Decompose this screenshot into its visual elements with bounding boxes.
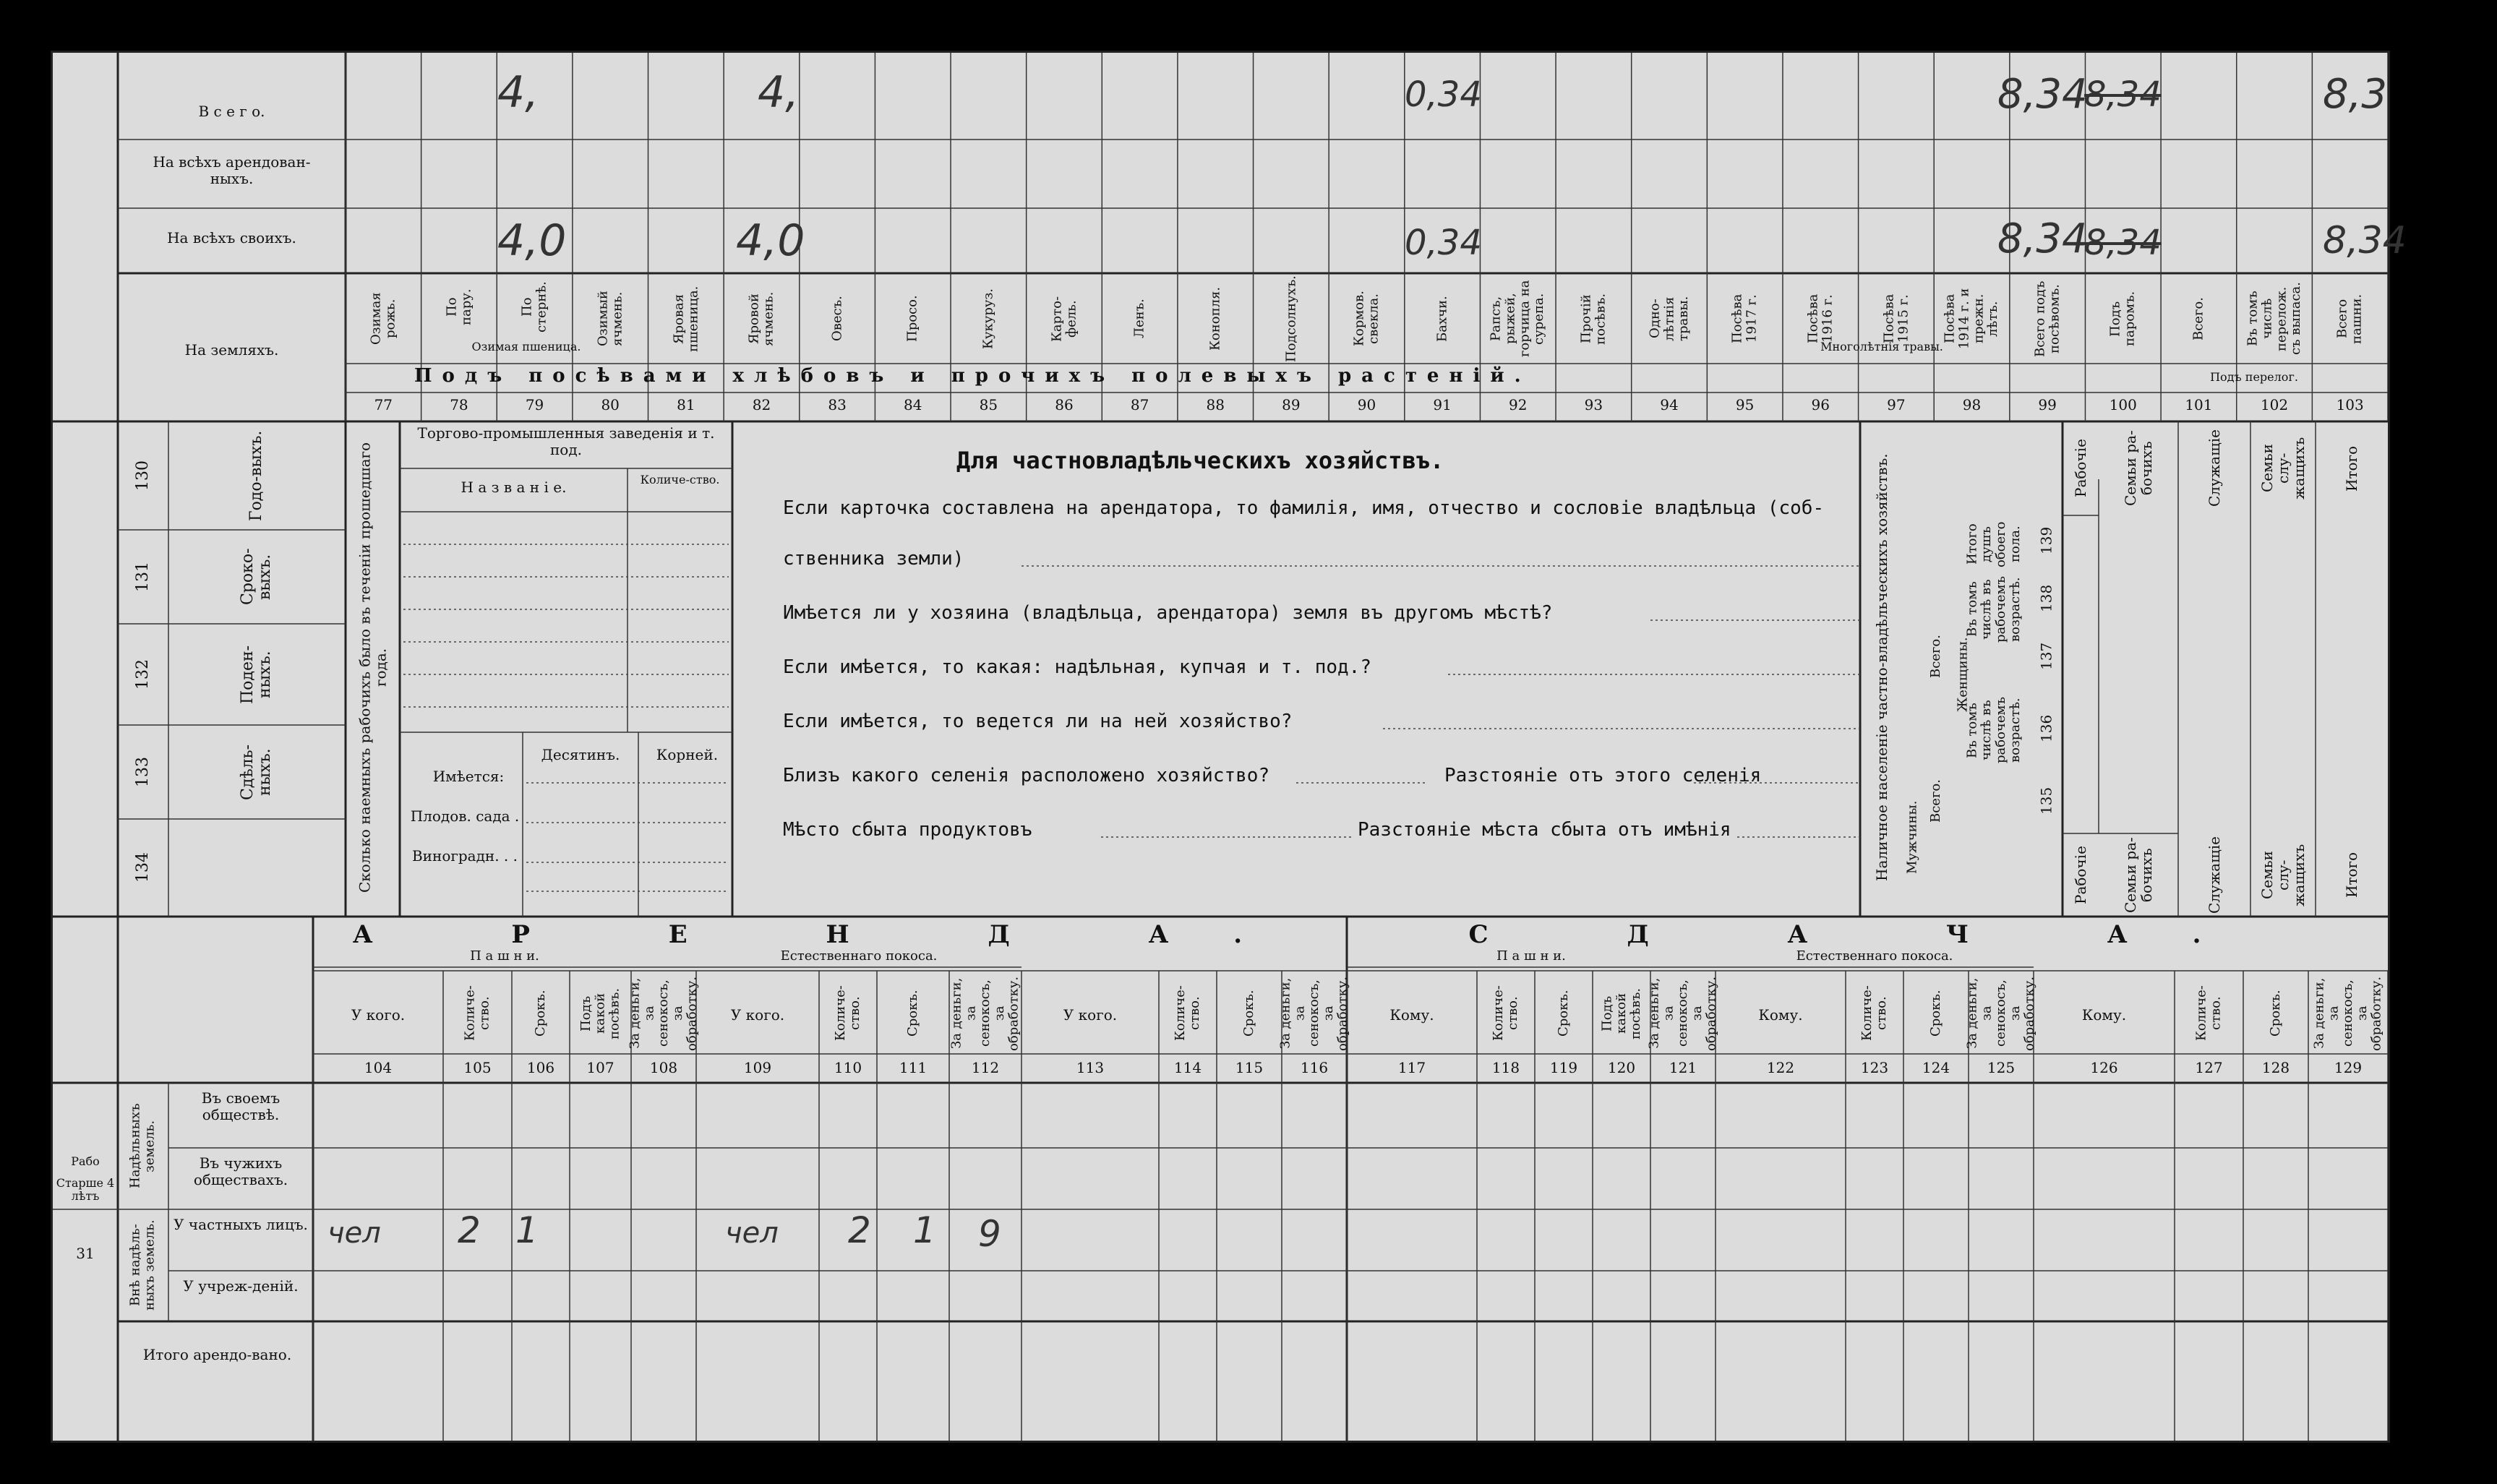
lease-col-number-126: 126 bbox=[2090, 1059, 2118, 1076]
worker-row-number-132: 132 bbox=[133, 659, 152, 690]
lease-header-104: У кого. bbox=[351, 1006, 406, 1024]
hand-total-barley: 4, bbox=[758, 67, 800, 118]
lease-col-number-127: 127 bbox=[2195, 1059, 2223, 1076]
lease-col-number-118: 118 bbox=[1491, 1059, 1520, 1076]
crop-col-number-78: 78 bbox=[450, 396, 468, 413]
lease-header-127: Количе-ство. bbox=[2193, 985, 2224, 1042]
lease-header-122: Кому. bbox=[1758, 1006, 1803, 1024]
lease-header-109: У кого. bbox=[730, 1006, 785, 1024]
row-label-rented: На всѣхъ арендован- ныхъ. bbox=[153, 153, 311, 187]
hand-own-sown: 8,34 bbox=[1997, 215, 2088, 262]
lease-header-107: Подъ какой посѣвъ. bbox=[578, 987, 622, 1039]
sdacha-pashni-label: П а ш н и. bbox=[1496, 948, 1566, 964]
lease-header-123: Количе-ство. bbox=[1859, 985, 1889, 1042]
right-col-bottom-0: Рабочіе bbox=[2072, 846, 2089, 904]
crop-header-79: По стернѣ. bbox=[519, 281, 549, 333]
hand-hay-qty: 2 bbox=[848, 1209, 871, 1251]
arenda-title: А Р Е Н Д А. bbox=[352, 920, 1308, 949]
crop-header-96: Посѣва 1916 г. bbox=[1805, 293, 1836, 344]
question-6a: Мѣсто сбыта продуктовъ bbox=[783, 819, 1032, 841]
lease-header-125: За деньги, за сенокосъ, за обработку. bbox=[1964, 976, 2037, 1051]
row-total-rented: Итого арендо-вано. bbox=[142, 1346, 292, 1363]
lease-header-124: Срокъ. bbox=[1928, 990, 1944, 1037]
lease-header-111: Срокъ. bbox=[905, 990, 921, 1037]
form-title: Для частновладѣльческихъ хозяйствъ. bbox=[956, 447, 1444, 474]
crop-col-number-85: 85 bbox=[979, 396, 998, 413]
wheat-group-label: Озимая пшеница. bbox=[471, 340, 581, 353]
crop-col-number-93: 93 bbox=[1584, 396, 1603, 413]
right-col-bottom-1: Семьи ра-бочихъ bbox=[2122, 837, 2155, 913]
crop-col-number-98: 98 bbox=[1962, 396, 1982, 413]
worker-row-number-133: 133 bbox=[133, 757, 152, 787]
worker-row-number-130: 130 bbox=[133, 460, 152, 491]
right-col-top-4: Итого bbox=[2343, 445, 2360, 492]
crop-header-92: Рапсъ, рыжей, горчица на сурепа. bbox=[1489, 280, 1547, 358]
population-col-137: 137 bbox=[2037, 642, 2055, 671]
crop-col-number-88: 88 bbox=[1206, 396, 1225, 413]
hand-own-rye: 4,0 bbox=[497, 215, 567, 266]
lease-col-number-116: 116 bbox=[1300, 1059, 1329, 1076]
lease-header-115: Срокъ. bbox=[1241, 990, 1257, 1037]
hand-total-rye: 4, bbox=[497, 67, 539, 118]
crop-col-number-79: 79 bbox=[525, 396, 544, 413]
hand-hay-who: чел bbox=[725, 1217, 779, 1250]
crop-col-number-95: 95 bbox=[1735, 396, 1755, 413]
crop-col-number-77: 77 bbox=[374, 396, 393, 413]
pop-men-label: Мужчины. bbox=[1904, 800, 1920, 874]
orchard-label: Плодов. сада . bbox=[410, 807, 520, 825]
lease-col-number-120: 120 bbox=[1607, 1059, 1636, 1076]
crop-header-77: Озимая рожь. bbox=[368, 292, 398, 346]
lease-col-number-112: 112 bbox=[971, 1059, 1000, 1076]
arenda-pashni-label: П а ш н и. bbox=[470, 948, 539, 964]
lease-header-110: Количе-ство. bbox=[833, 985, 862, 1042]
lease-header-120: Подъ какой посѣвъ. bbox=[1599, 987, 1643, 1039]
crop-header-103: Всего пашни. bbox=[2334, 293, 2365, 344]
worker-row-label-131: Сроко-выхъ. bbox=[238, 548, 274, 606]
crop-header-95: Посѣва 1917 г. bbox=[1729, 293, 1760, 344]
hand-total-sown: 8,34 bbox=[1997, 71, 2088, 118]
crop-header-85: Кукуруз. bbox=[980, 288, 996, 350]
question-2: Имѣется ли у хозяина (владѣльца, арендатора) земля въ другомъ мѣстѣ? bbox=[783, 602, 1553, 624]
crop-col-number-84: 84 bbox=[903, 396, 922, 413]
lease-col-number-125: 125 bbox=[1987, 1059, 2016, 1076]
crop-header-97: Посѣва 1915 г. bbox=[1881, 293, 1911, 344]
crop-header-89: Подсолнухъ. bbox=[1282, 275, 1298, 362]
arenda-pokos-label: Естественнаго покоса. bbox=[780, 948, 938, 964]
lease-col-number-129: 129 bbox=[2334, 1059, 2363, 1076]
right-col-bottom-4: Итого bbox=[2343, 852, 2360, 898]
lease-header-128: Срокъ. bbox=[2268, 990, 2284, 1037]
lease-col-number-124: 124 bbox=[1922, 1059, 1950, 1076]
worker-row-number-131: 131 bbox=[133, 562, 152, 592]
lease-header-117: Кому. bbox=[1389, 1006, 1434, 1024]
lease-header-114: Количе-ство. bbox=[1173, 985, 1202, 1042]
crop-header-84: Просо. bbox=[904, 295, 920, 343]
lease-header-106: Срокъ. bbox=[533, 990, 549, 1037]
grass-group-label: Многолѣтнія травы. bbox=[1820, 340, 1943, 353]
question-1b: ственника земли) bbox=[783, 548, 964, 570]
desyatin-header: Десятинъ. bbox=[541, 746, 620, 763]
hand-lease-who: чел bbox=[327, 1217, 381, 1250]
crop-header-94: Одно-лѣтнія травы. bbox=[1647, 296, 1691, 342]
right-col-top-1: Семьи ра-бочихъ bbox=[2122, 430, 2155, 507]
population-col-139: 139 bbox=[2037, 526, 2055, 555]
lease-col-number-123: 123 bbox=[1860, 1059, 1889, 1076]
hand-own-sown-struck: 8,34 bbox=[2084, 223, 2162, 263]
crop-header-91: Бахчи. bbox=[1434, 296, 1450, 342]
crop-header-88: Конопля. bbox=[1207, 286, 1223, 351]
question-1a: Если карточка составлена на арендатора, то фамилія, имя, отчество и сословіе владѣльца (соб- bbox=[783, 497, 1825, 519]
workers-vertical-label: Сколько наемныхъ рабочихъ было въ теченіи прошедшаго года. bbox=[356, 442, 390, 893]
group-nadel-label: Надѣльныхъ земель. bbox=[127, 1103, 158, 1189]
lease-col-number-110: 110 bbox=[834, 1059, 862, 1076]
crop-col-number-96: 96 bbox=[1811, 396, 1830, 413]
lease-col-number-107: 107 bbox=[586, 1059, 614, 1076]
lease-col-number-108: 108 bbox=[649, 1059, 678, 1076]
trade-title: Торгово-промышленныя заведенія и т. под. bbox=[417, 424, 715, 458]
sdacha-title: С Д А Ч А. bbox=[1468, 920, 2266, 949]
crop-col-number-101: 101 bbox=[2185, 396, 2213, 413]
korney-header: Корней. bbox=[656, 746, 719, 763]
row-label-total: В с е г о. bbox=[198, 103, 265, 120]
lease-col-number-111: 111 bbox=[899, 1059, 928, 1076]
sdacha-pokos-label: Естественнаго покоса. bbox=[1796, 948, 1953, 964]
crop-header-78: По пару. bbox=[444, 288, 474, 326]
crop-col-number-97: 97 bbox=[1887, 396, 1906, 413]
pop-men-all: Всего. bbox=[1928, 779, 1944, 823]
has-label: Имѣется: bbox=[432, 768, 505, 785]
crop-col-number-90: 90 bbox=[1357, 396, 1376, 413]
row-institutions: У учреж-деній. bbox=[183, 1277, 299, 1295]
worker-row-number-134: 134 bbox=[133, 852, 152, 883]
lease-col-number-109: 109 bbox=[743, 1059, 772, 1076]
crop-col-number-81: 81 bbox=[677, 396, 695, 413]
lease-header-108: За деньги, за сенокосъ, за обработку. bbox=[627, 976, 700, 1051]
crop-col-number-86: 86 bbox=[1055, 396, 1074, 413]
margin-number: 31 bbox=[76, 1245, 95, 1262]
right-col-top-0: Рабочіе bbox=[2072, 439, 2089, 498]
crop-header-90: Кормов. свекла. bbox=[1351, 291, 1382, 347]
crop-header-101: Всего. bbox=[2190, 297, 2206, 340]
crop-col-number-87: 87 bbox=[1130, 396, 1149, 413]
crop-header-83: Овесъ. bbox=[829, 296, 845, 342]
hand-hay-pay: 9 bbox=[978, 1213, 1001, 1255]
hand-total-melon: 0,34 bbox=[1405, 74, 1482, 115]
lease-header-118: Количе-ство. bbox=[1491, 985, 1520, 1042]
margin-rabo: Рабо bbox=[71, 1154, 100, 1168]
lease-header-129: За деньги, за сенокосъ, за обработку. bbox=[2311, 976, 2384, 1051]
hand-total-sown-struck: 8,34 bbox=[2084, 74, 2162, 115]
right-col-top-3: Семьи слу-жащихъ bbox=[2258, 437, 2308, 500]
pop-women-all: Всего. bbox=[1928, 635, 1944, 678]
crop-header-102: Въ томъ числѣ перелож. съ выпаса. bbox=[2245, 282, 2303, 356]
hand-own-pashni: 8,34 bbox=[2323, 219, 2407, 262]
right-col-bottom-2: Служащіе bbox=[2206, 836, 2223, 914]
lease-header-126: Кому. bbox=[2081, 1006, 2127, 1024]
lease-col-number-121: 121 bbox=[1669, 1059, 1697, 1076]
fallow-group-label: Подъ перелог. bbox=[2210, 370, 2298, 384]
question-4: Если имѣется, то ведется ли на ней хозяйство? bbox=[783, 711, 1293, 732]
census-card bbox=[51, 51, 2407, 1443]
sown-banner: Подъ посѣвами хлѣбовъ и прочихъ полевыхъ растеній. bbox=[414, 365, 1531, 387]
row-private-persons: У частныхъ лицъ. bbox=[174, 1216, 308, 1233]
lease-col-number-104: 104 bbox=[364, 1059, 393, 1076]
lease-col-number-115: 115 bbox=[1235, 1059, 1264, 1076]
right-col-top-2: Служащіе bbox=[2206, 429, 2223, 507]
row-other-communities: Въ чужихъ обществахъ. bbox=[193, 1154, 288, 1188]
lease-col-number-119: 119 bbox=[1549, 1059, 1578, 1076]
lease-col-number-128: 128 bbox=[2261, 1059, 2290, 1076]
worker-row-label-130: Годо-выхъ. bbox=[247, 430, 265, 521]
hand-own-barley: 4,0 bbox=[736, 215, 805, 266]
crop-header-100: Подъ паромъ. bbox=[2107, 291, 2138, 347]
row-label-own: На всѣхъ своихъ. bbox=[167, 229, 296, 246]
hand-lease-term: 1 bbox=[515, 1209, 539, 1251]
lease-col-number-105: 105 bbox=[463, 1059, 492, 1076]
row-own-community: Въ своемъ обществѣ. bbox=[201, 1089, 280, 1123]
pop-women-label: Женщины. bbox=[1955, 637, 1971, 712]
crop-header-93: Прочій посѣвъ. bbox=[1578, 293, 1609, 345]
lease-header-116: За деньги, за сенокосъ, за обработку. bbox=[1277, 976, 1350, 1051]
crop-col-number-103: 103 bbox=[2336, 396, 2364, 413]
lease-header-119: Срокъ. bbox=[1556, 990, 1572, 1037]
lease-col-number-106: 106 bbox=[526, 1059, 555, 1076]
crop-col-number-89: 89 bbox=[1282, 396, 1301, 413]
trade-name-header: Н а з в а н і е. bbox=[461, 479, 567, 496]
crop-header-86: Карто-фель. bbox=[1049, 296, 1079, 342]
crop-header-99: Всего подъ посѣвомъ. bbox=[2032, 280, 2063, 357]
crop-col-number-99: 99 bbox=[2038, 396, 2057, 413]
row-label-on-lands: На земляхъ. bbox=[184, 341, 279, 359]
right-col-bottom-3: Семьи слу-жащихъ bbox=[2258, 844, 2308, 906]
crop-header-87: Ленъ. bbox=[1131, 299, 1147, 339]
crop-header-82: Яровой ячмень. bbox=[746, 291, 776, 346]
crop-col-number-102: 102 bbox=[2260, 396, 2289, 413]
crop-col-number-82: 82 bbox=[752, 396, 771, 413]
worker-row-label-133: Сдѣль-ныхъ. bbox=[238, 744, 274, 800]
population-col-135: 135 bbox=[2037, 786, 2055, 815]
lease-col-number-113: 113 bbox=[1076, 1059, 1105, 1076]
crop-col-number-100: 100 bbox=[2109, 396, 2137, 413]
lease-col-number-122: 122 bbox=[1766, 1059, 1795, 1076]
lease-header-112: За деньги, за сенокосъ, за обработку. bbox=[948, 976, 1021, 1051]
lease-header-105: Количе-ство. bbox=[462, 985, 492, 1042]
lease-header-121: За деньги, за сенокосъ, за обработку. bbox=[1646, 976, 1719, 1051]
crop-header-81: Яровая пшеница. bbox=[671, 286, 701, 352]
question-5a: Близъ какого селенія расположено хозяйство? bbox=[783, 765, 1270, 786]
lease-col-number-114: 114 bbox=[1173, 1059, 1202, 1076]
lease-col-number-117: 117 bbox=[1397, 1059, 1426, 1076]
crop-col-number-80: 80 bbox=[601, 396, 620, 413]
crop-col-number-83: 83 bbox=[828, 396, 847, 413]
crop-col-number-94: 94 bbox=[1660, 396, 1679, 413]
margin-older: Старше 4 лѣтъ bbox=[56, 1176, 115, 1204]
group-vne-label: Внѣ надѣль-ныхъ земель. bbox=[127, 1219, 158, 1311]
vineyard-label: Виноградн. . . bbox=[411, 847, 518, 865]
crop-col-number-92: 92 bbox=[1509, 396, 1528, 413]
hand-own-melon: 0,34 bbox=[1405, 223, 1482, 263]
lease-header-113: У кого. bbox=[1063, 1006, 1118, 1024]
question-5b: Разстояніе отъ этого селенія bbox=[1444, 765, 1762, 786]
population-vertical-label: Наличное населеніе частно-владѣльческихъ хозяйствъ. bbox=[1873, 453, 1890, 881]
hand-lease-qty: 2 bbox=[458, 1209, 481, 1251]
question-6b: Разстояніе мѣста сбыта отъ имѣнія bbox=[1358, 819, 1731, 841]
pop-total-label: Итого душъ обоего пола. bbox=[1964, 521, 2023, 567]
crop-header-80: Озимый ячмень. bbox=[595, 291, 625, 347]
worker-row-label-132: Поден-ныхъ. bbox=[238, 645, 274, 704]
population-col-136: 136 bbox=[2037, 714, 2055, 743]
crop-col-number-91: 91 bbox=[1433, 396, 1452, 413]
hand-hay-term: 1 bbox=[913, 1209, 936, 1251]
pop-men-working: Въ томъ числѣ въ рабочемъ возрастѣ. bbox=[1964, 697, 2023, 764]
hand-total-pashni: 8,3 bbox=[2323, 71, 2388, 118]
question-3: Если имѣется, то какая: надѣльная, купчая и т. под.? bbox=[783, 656, 1371, 678]
crop-header-98: Посѣва 1914 г. и прежн. лѣтъ. bbox=[1942, 288, 2001, 350]
pop-women-working: Въ томъ числѣ въ рабочемъ возрастѣ. bbox=[1964, 576, 2023, 643]
population-col-138: 138 bbox=[2037, 584, 2055, 613]
trade-qty-header: Количе-ство. bbox=[640, 473, 720, 486]
